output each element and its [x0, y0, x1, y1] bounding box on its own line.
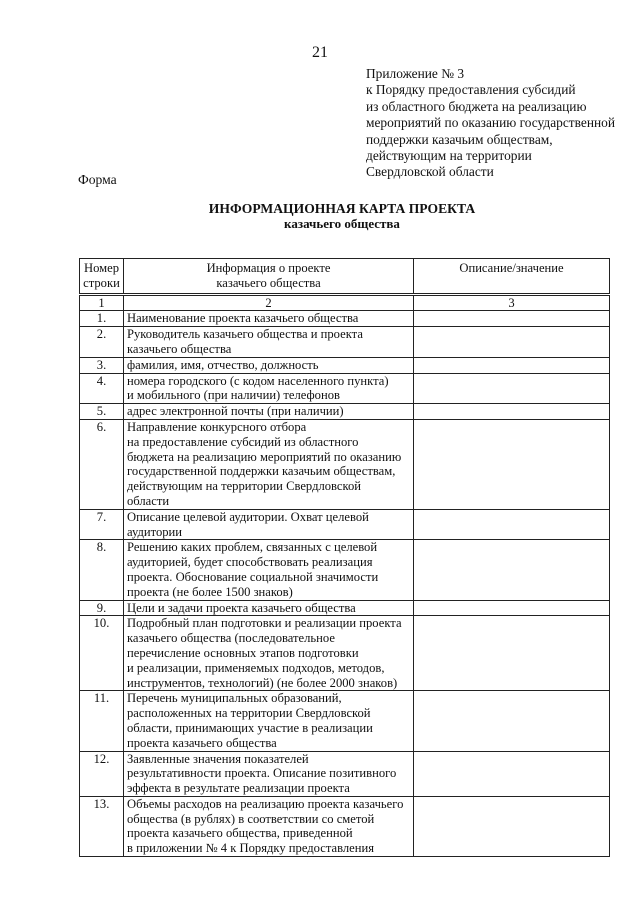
row-number: 13. — [80, 796, 124, 856]
row-info: Описание целевой аудитории. Охват целевой аудитории — [124, 509, 414, 540]
table-row — [80, 357, 610, 373]
row-value-cell[interactable] — [414, 357, 610, 373]
appendix-line: Свердловской области — [366, 164, 494, 180]
row-number: 12. — [80, 751, 124, 796]
header-row-number-label: Номер строки — [83, 261, 120, 290]
header-project-info-label: Информация о проекте казачьего общества — [206, 261, 331, 290]
table-row — [80, 691, 610, 751]
column-numbers-row — [80, 294, 610, 311]
table-row — [80, 311, 610, 327]
table-row — [80, 600, 610, 616]
info-card-table — [79, 258, 609, 857]
row-info: адрес электронной почты (при наличии) — [124, 404, 414, 420]
table-row — [80, 327, 610, 358]
row-number: 9. — [80, 600, 124, 616]
row-number: 7. — [80, 509, 124, 540]
row-number: 4. — [80, 373, 124, 404]
table-row — [80, 419, 610, 509]
row-value-cell[interactable] — [414, 327, 610, 358]
table-header-row — [80, 259, 610, 295]
row-value-cell[interactable] — [414, 616, 610, 691]
row-value-cell[interactable] — [414, 404, 610, 420]
row-value-cell[interactable] — [414, 796, 610, 856]
row-info: Направление конкурсного отбора на предоставление субсидий из областного бюджета на реализацию мероприятий по оказанию государственной поддержки казачьим обществам, действующим на территории Свердловской области — [124, 419, 414, 509]
column-number: 1 — [80, 294, 124, 311]
row-info: Подробный план подготовки и реализации проекта казачьего общества (последовательное перечисление основных этапов подготовки и реализации, применяемых подходов, методов, инструментов, технологий) (не более 2000 знаков) — [124, 616, 414, 691]
table-row — [80, 616, 610, 691]
column-number: 2 — [124, 294, 414, 311]
table-row — [80, 373, 610, 404]
row-number: 6. — [80, 419, 124, 509]
row-number: 3. — [80, 357, 124, 373]
row-info: Перечень муниципальных образований, расположенных на территории Свердловской области, принимающих участие в реализации проекта казачьего общества — [124, 691, 414, 751]
row-number: 2. — [80, 327, 124, 358]
row-value-cell[interactable] — [414, 751, 610, 796]
row-info: фамилия, имя, отчество, должность — [124, 357, 414, 373]
table-row — [80, 540, 610, 600]
table-row — [80, 509, 610, 540]
row-value-cell[interactable] — [414, 540, 610, 600]
header-description-label: Описание/значение — [459, 261, 564, 275]
header-project-info — [124, 259, 414, 295]
appendix-line: к Порядку предоставления субсидий — [366, 82, 576, 98]
row-value-cell[interactable] — [414, 419, 610, 509]
page-number: 21 — [312, 44, 328, 61]
row-number: 10. — [80, 616, 124, 691]
appendix-line: поддержки казачьим обществам, — [366, 131, 553, 147]
row-value-cell[interactable] — [414, 509, 610, 540]
appendix-line: действующим на территории — [366, 148, 532, 164]
row-value-cell[interactable] — [414, 691, 610, 751]
row-info: Цели и задачи проекта казачьего общества — [124, 600, 414, 616]
table-body — [80, 311, 610, 857]
row-info: номера городского (с кодом населенного пункта) и мобильного (при наличии) телефонов — [124, 373, 414, 404]
row-value-cell[interactable] — [414, 311, 610, 327]
table-row — [80, 404, 610, 420]
row-number: 11. — [80, 691, 124, 751]
row-value-cell[interactable] — [414, 373, 610, 404]
row-number: 5. — [80, 404, 124, 420]
row-info: Руководитель казачьего общества и проекта казачьего общества — [124, 327, 414, 358]
column-number: 3 — [414, 294, 610, 311]
header-description — [414, 259, 610, 295]
appendix-line: мероприятий по оказанию государственной — [366, 115, 616, 131]
row-info: Решению каких проблем, связанных с целевой аудиторией, будет способствовать реализация проекта. Обоснование социальной значимости проекта (не более 1500 знаков) — [124, 540, 414, 600]
row-number: 1. — [80, 311, 124, 327]
row-number: 8. — [80, 540, 124, 600]
table-row — [80, 751, 610, 796]
table-row — [80, 796, 610, 856]
form-label: Форма — [78, 172, 117, 187]
document-title: ИНФОРМАЦИОННАЯ КАРТА ПРОЕКТА — [208, 201, 476, 216]
row-info: Наименование проекта казачьего общества — [124, 311, 414, 327]
row-value-cell[interactable] — [414, 600, 610, 616]
row-info: Заявленные значения показателей результативности проекта. Описание позитивного эффекта в результате реализации проекта — [124, 751, 414, 796]
appendix-line: Приложение № 3 — [366, 66, 465, 81]
appendix-line: из областного бюджета на реализацию — [366, 98, 587, 114]
document-subtitle: казачьего общества — [284, 216, 400, 231]
appendix-note — [366, 66, 634, 181]
header-row-number — [80, 259, 124, 295]
row-info: Объемы расходов на реализацию проекта казачьего общества (в рублях) в соответствии со сметой проекта казачьего общества, приведенной в приложении № 4 к Порядку предоставления — [124, 796, 414, 856]
